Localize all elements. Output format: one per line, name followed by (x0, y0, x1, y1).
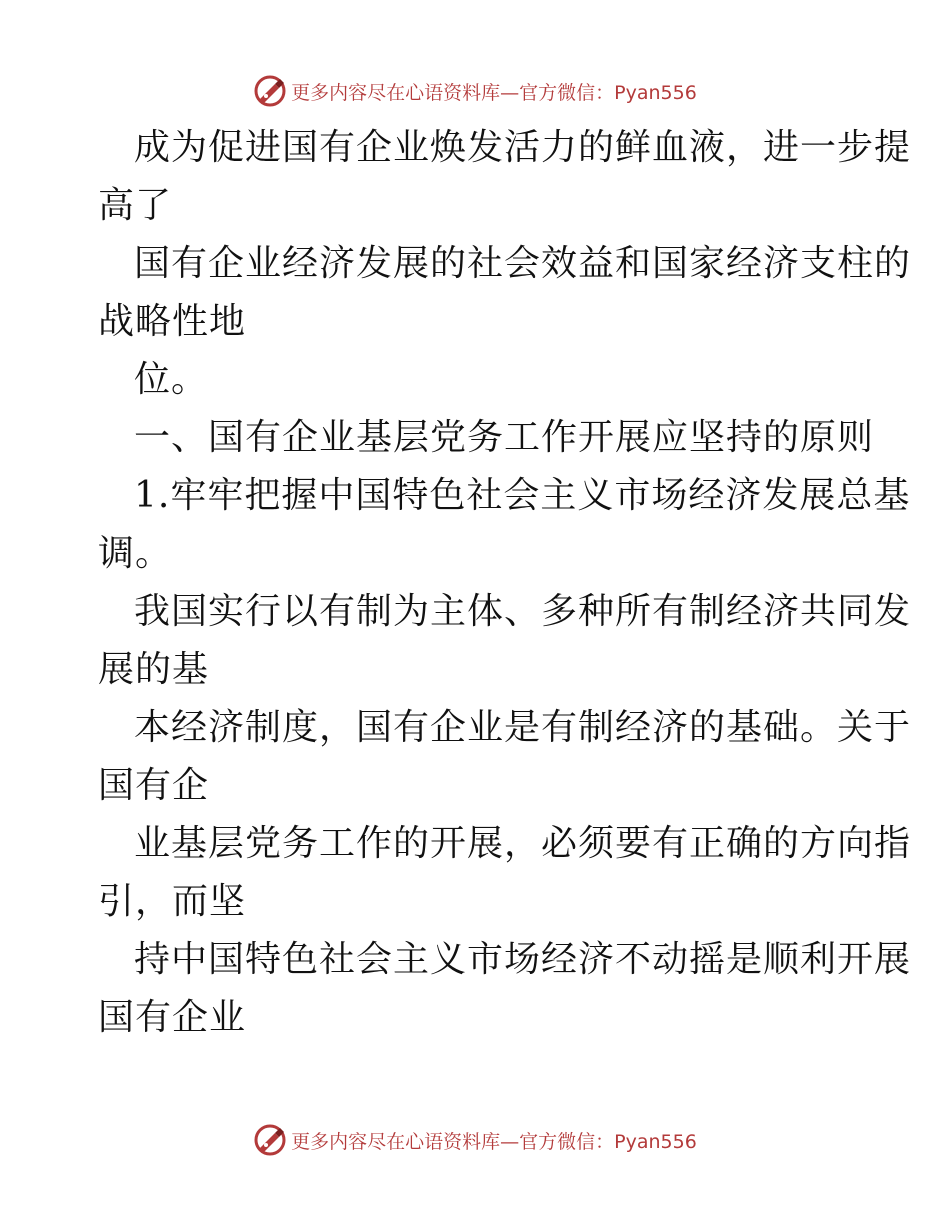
pen-logo-icon (253, 1123, 287, 1157)
text-line-1: 成为促进国有企业焕发活力的鲜血液，进一步提 (134, 127, 912, 168)
pen-logo-icon (253, 74, 287, 108)
header-banner-text (291, 78, 697, 105)
text-line-7: 1.牢牢把握中国特色社会主义市场经济发展总基 (134, 475, 911, 516)
text-line-15: 持中国特色社会主义市场经济不动摇是顺利开展 (134, 939, 912, 980)
header-banner-label: 更多内容尽在心语资料库—官方微信： (291, 81, 615, 104)
text-line-3: 国有企业经济发展的社会效益和国家经济支柱的 (134, 243, 912, 284)
text-line-13: 业基层党务工作的开展，必须要有正确的方向指 (134, 823, 912, 864)
footer-banner-label: 更多内容尽在心语资料库—官方微信： (291, 1130, 615, 1153)
header-banner (0, 71, 950, 111)
document-body (98, 119, 912, 1047)
text-line-9: 我国实行以有制为主体、多种所有制经济共同发 (134, 591, 912, 632)
section-heading: 一、国有企业基层党务工作开展应坚持的原则 (134, 417, 875, 458)
text-line-2: 高了 (98, 185, 173, 226)
text-line-4: 战略性地 (98, 301, 247, 342)
text-line-14: 引，而坚 (98, 881, 247, 922)
text-line-12: 国有企 (98, 765, 210, 806)
text-line-16: 国有企业 (98, 997, 247, 1038)
text-line-11: 本经济制度，国有企业是有制经济的基础。关于 (134, 707, 912, 748)
text-line-8: 调。 (98, 533, 173, 574)
footer-banner-text (291, 1127, 697, 1154)
footer-banner (0, 1120, 950, 1160)
footer-wechat-id: Pyan556 (614, 1130, 697, 1153)
header-wechat-id: Pyan556 (614, 81, 697, 104)
text-line-10: 展的基 (98, 649, 210, 690)
text-line-5: 位。 (134, 359, 209, 400)
